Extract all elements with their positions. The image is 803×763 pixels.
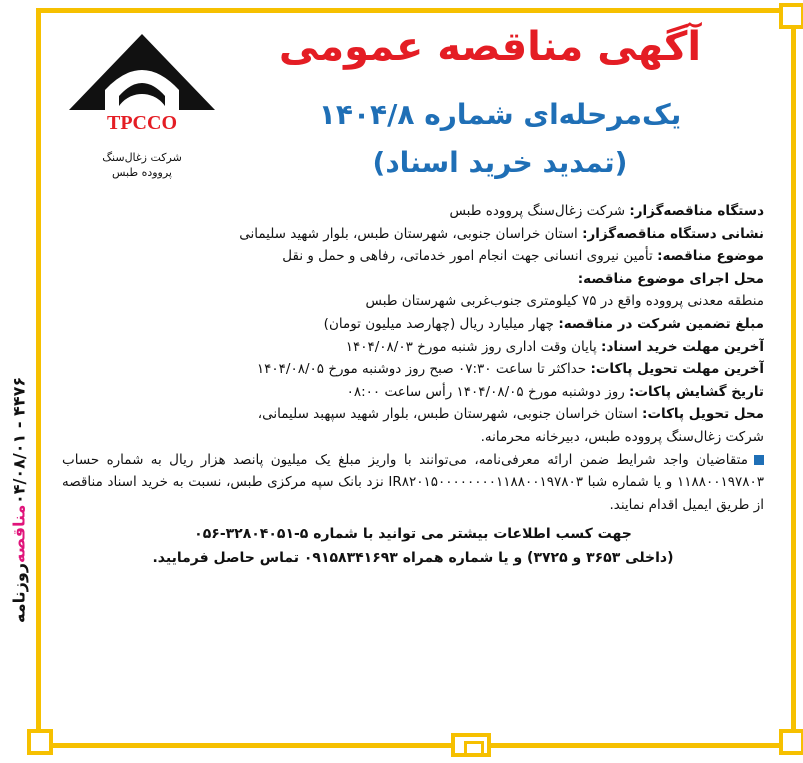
company-logo	[62, 30, 222, 180]
contact-info	[62, 522, 764, 570]
field-label: نشانی دستگاه مناقصه‌گزار:	[582, 225, 764, 242]
frame-bottom-tab	[451, 733, 491, 757]
field-label: موضوع مناقصه:	[657, 248, 764, 265]
field-value: چهار میلیارد ریال (چهارصد میلیون تومان)	[323, 315, 559, 332]
field-row	[62, 426, 764, 449]
logo-text: TPCCO	[107, 112, 177, 134]
ad-subtitle-extension: (تمدید خرید اسناد)	[372, 146, 628, 179]
field-label: محل تحویل پاکات:	[642, 406, 764, 423]
field-row	[62, 268, 764, 291]
field-label: محل اجرای موضوع مناقصه:	[577, 270, 764, 287]
field-label: آخرین مهلت خرید اسناد:	[601, 338, 764, 355]
field-value: شرکت زغال‌سنگ پرووده طبس، دبیرخانه محرمانه.	[480, 428, 764, 445]
field-value: شرکت زغال‌سنگ پرووده طبس	[449, 203, 630, 219]
tpcco-logo-icon	[67, 30, 217, 150]
purchase-note-text: متقاضیان واجد شرایط ضمن ارائه معرفی‌نامه، می‌توانند با واریز مبلغ یک میلیون پانصد هزار ریال به شماره حساب ۱۱۸۸۰۰۱۹۷۸۰۳ و یا شماره شبا IR۸۲۰۱۵۰۰۰۰۰۰۰۰۱۱۸۸۰۰۱۹۷۸۰۳ نزد بانک سپه مرکزی طبس، نسبت به خرید اسناد مناقصه از طریق ایمیل اقدام نمایند.	[62, 451, 764, 513]
newspaper-side-label	[2, 340, 36, 660]
frame-corner-decoration	[779, 729, 803, 755]
field-row	[62, 245, 764, 268]
field-value: استان خراسان جنوبی، شهرستان طبس، بلوار شهید سلیمانی	[239, 225, 583, 242]
field-row	[62, 223, 764, 246]
purchase-note	[62, 449, 764, 517]
bullet-square-icon	[754, 455, 764, 465]
frame-corner-decoration	[27, 729, 53, 755]
field-value: منطقه معدنی پرووده واقع در ۷۵ کیلومتری جنوب‌غربی شهرستان طبس	[365, 293, 764, 310]
field-row	[62, 381, 764, 404]
field-label: آخرین مهلت تحویل پاکات:	[590, 361, 764, 378]
field-row	[62, 336, 764, 359]
logo-caption-line2: پرووده طبس	[111, 166, 172, 179]
field-row	[62, 290, 764, 313]
logo-caption-line1: شرکت زغال‌سنگ	[102, 151, 182, 164]
field-value: استان خراسان جنوبی، شهرستان طبس، بلوار شهید سپهبد سلیمانی،	[257, 406, 643, 423]
side-label-date-issue: ۰۴/۰۸/۰۱ - ۴۴۷۶	[9, 377, 29, 505]
field-value: حداکثر تا ساعت ۰۷:۳۰ صبح روز دوشنبه مورخ ۱۴۰۴/۰۸/۰۵	[256, 361, 591, 378]
field-row	[62, 313, 764, 336]
field-label: مبلغ تضمین شرکت در مناقصه:	[558, 315, 764, 332]
field-row	[62, 200, 764, 223]
field-row	[62, 358, 764, 381]
field-label: دستگاه مناقصه‌گزار:	[629, 203, 764, 219]
frame-corner-decoration	[779, 3, 803, 29]
ad-title: آگهی مناقصه عمومی	[278, 24, 702, 70]
side-label-prefix: روزنامه	[9, 562, 29, 623]
field-row	[62, 403, 764, 426]
field-value: تأمین نیروی انسانی جهت انجام امور خدماتی، رفاهی و حمل و نقل	[282, 248, 658, 265]
field-value: پایان وقت اداری روز شنبه مورخ ۱۴۰۴/۰۸/۰۳	[345, 338, 602, 355]
field-label: تاریخ گشایش پاکات:	[629, 383, 764, 400]
ad-subtitle-number: یک‌مرحله‌ای شماره ۱۴۰۴/۸	[318, 98, 682, 131]
contact-line1: جهت کسب اطلاعات بیشتر می توانید با شماره ۵-۳۲۸۰۴۰۵۱-۰۵۶	[194, 526, 632, 543]
side-label-newspaper: مناقصه	[9, 504, 29, 563]
contact-line2: (داخلی ۳۶۵۳ و ۳۷۲۵) و یا شماره همراه ۰۹۱۵۸۳۴۱۶۹۳ تماس حاصل فرمایید.	[152, 550, 674, 567]
ad-body	[62, 200, 764, 570]
field-value: روز دوشنبه مورخ ۱۴۰۴/۰۸/۰۵ رأس ساعت ۰۸:۰۰	[346, 383, 630, 400]
